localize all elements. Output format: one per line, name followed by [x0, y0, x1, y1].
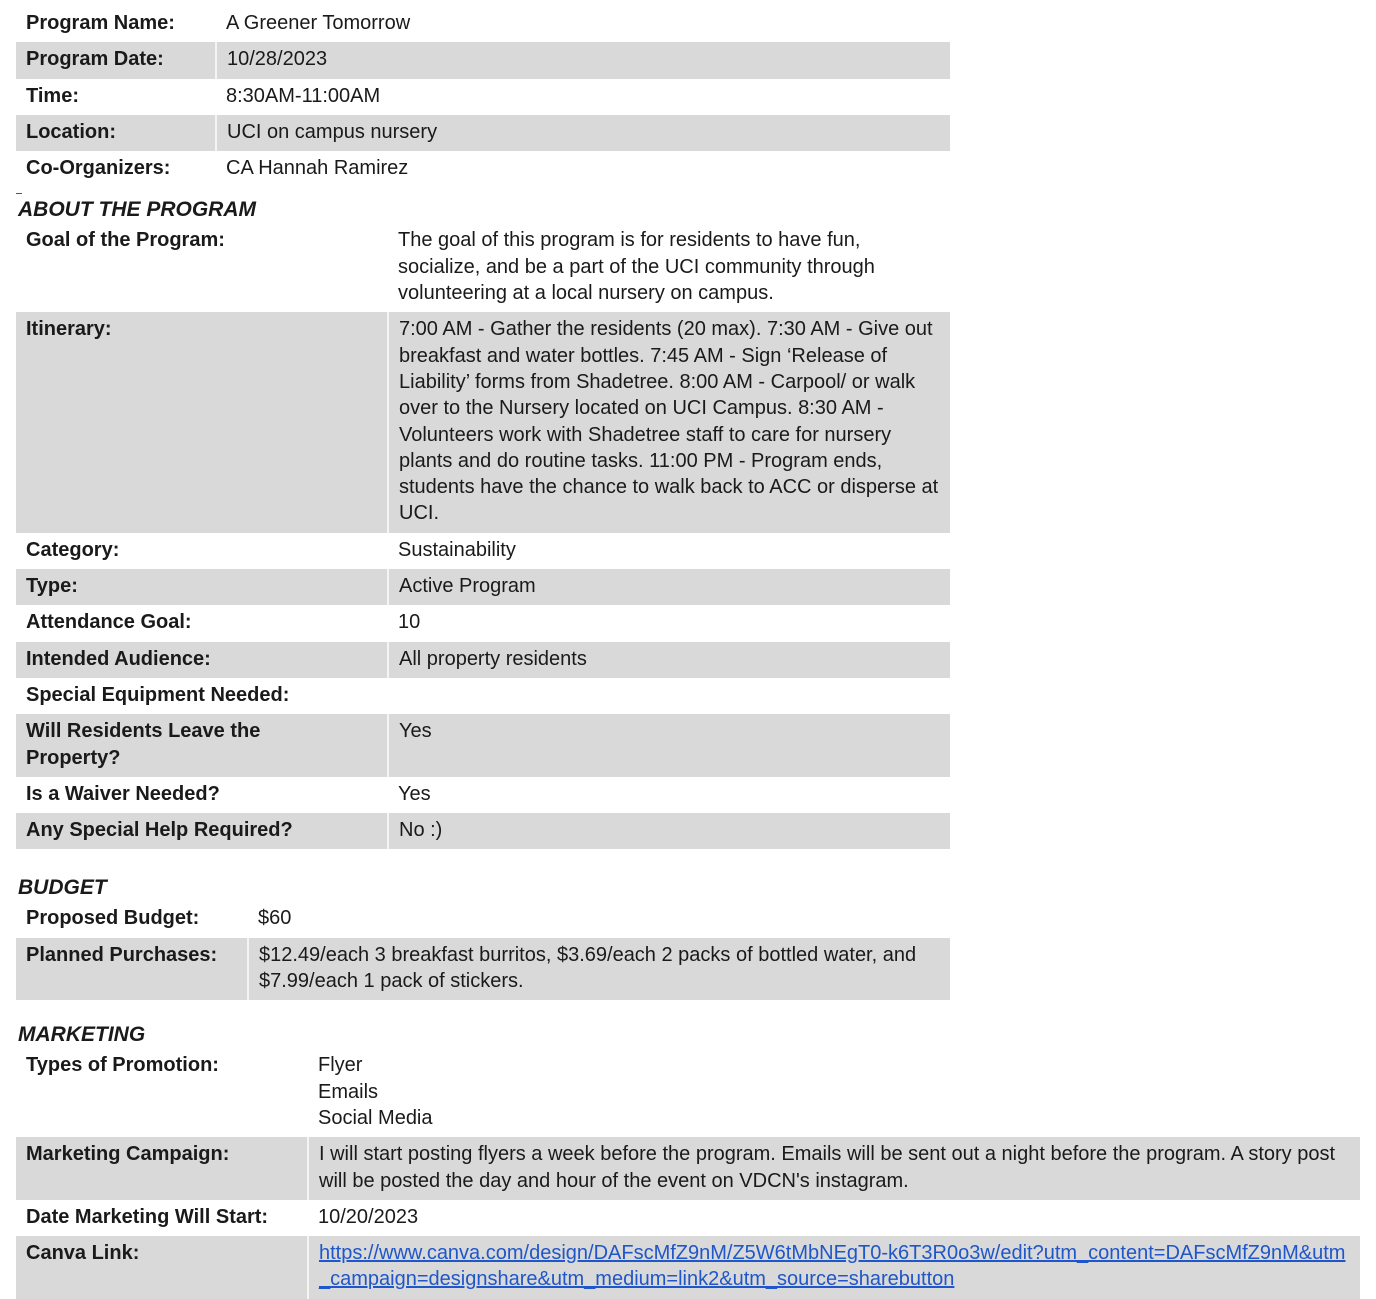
- time-label: Time:: [26, 84, 79, 107]
- row-special-help: [16, 813, 950, 849]
- itinerary-label: Itinerary:: [16, 312, 388, 532]
- row-program-name: [16, 6, 950, 42]
- program-date-label: Program Date:: [16, 42, 216, 78]
- row-attendance-goal: [16, 605, 950, 641]
- canva-link-label: Canva Link:: [16, 1236, 308, 1299]
- marketing-section-title: MARKETING: [18, 1023, 146, 1047]
- co-organizers-label: Co-Organizers:: [26, 157, 171, 180]
- row-canva-link: [16, 1236, 1360, 1299]
- special-equipment-label: Special Equipment Needed:: [26, 683, 290, 706]
- planned-purchases-value: $12.49/each 3 breakfast burritos, $3.69/each 2 packs of bottled water, and $7.99/each 1 pack of stickers.: [248, 938, 950, 1001]
- itinerary-value: 7:00 AM - Gather the residents (20 max). 7:30 AM - Give out breakfast and water bottles. 7:45 AM - Sign ‘Release of Liability’ forms from Shadetree. 8:00 AM - Carpool/ or walk over to the Nursery located on UCI Campus. 8:30 AM - Volunteers work with Shadetree staff to care for nursery plants and do routine tasks. 11:00 PM - Program ends, students have the chance to walk back to ACC or disperse at UCI.: [388, 312, 950, 532]
- promotion-types-label: Types of Promotion:: [26, 1054, 219, 1077]
- row-intended-audience: [16, 642, 950, 678]
- attendance-goal-label: Attendance Goal:: [26, 611, 192, 634]
- special-help-label: Any Special Help Required?: [16, 813, 388, 849]
- row-planned-purchases: [16, 938, 950, 1001]
- time-value: 8:30AM-11:00AM: [226, 84, 381, 107]
- row-co-organizers: [16, 151, 950, 187]
- location-value: UCI on campus nursery: [216, 115, 950, 151]
- row-promotion-types: [16, 1048, 1360, 1137]
- waiver-value: Yes: [398, 782, 431, 805]
- row-type: [16, 569, 950, 605]
- co-organizers-value: CA Hannah Ramirez: [226, 157, 409, 180]
- attendance-goal-value: 10: [398, 611, 421, 634]
- program-name-label: Program Name:: [26, 12, 175, 34]
- divider-mark: [16, 193, 22, 194]
- budget-section-title: BUDGET: [18, 876, 107, 900]
- proposed-budget-label: Proposed Budget:: [26, 907, 200, 930]
- type-value: Active Program: [388, 569, 950, 605]
- type-label: Type:: [16, 569, 388, 605]
- row-special-equipment: [16, 678, 950, 714]
- leave-property-value: Yes: [388, 714, 950, 777]
- planned-purchases-label: Planned Purchases:: [16, 938, 248, 1001]
- program-date-value: 10/28/2023: [216, 42, 950, 78]
- waiver-label: Is a Waiver Needed?: [26, 782, 220, 805]
- marketing-start-value: 10/20/2023: [318, 1205, 419, 1228]
- goal-label: Goal of the Program:: [26, 229, 225, 252]
- category-value: Sustainability: [398, 538, 516, 561]
- marketing-campaign-label: Marketing Campaign:: [16, 1137, 308, 1200]
- row-waiver: [16, 777, 950, 813]
- row-marketing-start: [16, 1200, 1360, 1236]
- canva-link[interactable]: https://www.canva.com/design/DAFscMfZ9nM/Z5W6tMbNEgT0-k6T3R0o3w/edit?utm_content=DAFscMfZ9nM&utm_campaign=designshare&utm_medium=link2&utm_source=sharebutton: [319, 1242, 1346, 1291]
- row-itinerary: [16, 312, 950, 532]
- leave-property-label: Will Residents Leave the Property?: [16, 714, 388, 777]
- goal-value: The goal of this program is for residents to have fun, socialize, and be a part of the UCI community through volunteering at a local nursery on campus.: [398, 229, 875, 305]
- row-location: [16, 115, 950, 151]
- row-goal: [16, 223, 950, 312]
- special-help-value: No :): [388, 813, 950, 849]
- marketing-campaign-value: I will start posting flyers a week before the program. Emails will be sent out a night before the program. A story post will be posted the day and hour of the event on VDCN's instagram.: [308, 1137, 1360, 1200]
- intended-audience-label: Intended Audience:: [16, 642, 388, 678]
- about-table: [16, 223, 950, 849]
- budget-table: [16, 901, 950, 1000]
- row-category: [16, 533, 950, 569]
- about-section-title: ABOUT THE PROGRAM: [18, 198, 256, 222]
- row-leave-property: [16, 714, 950, 777]
- marketing-table: [16, 1048, 1360, 1298]
- program-header-table: [16, 6, 950, 187]
- row-time: [16, 79, 950, 115]
- location-label: Location:: [16, 115, 216, 151]
- row-marketing-campaign: [16, 1137, 1360, 1200]
- special-equipment-value: [388, 678, 950, 714]
- row-program-date: [16, 42, 950, 78]
- intended-audience-value: All property residents: [388, 642, 950, 678]
- promotion-type-item: Social Media: [318, 1106, 433, 1129]
- canva-link-cell: [308, 1236, 1360, 1299]
- program-name-value: A Greener Tomorrow: [226, 12, 411, 34]
- marketing-start-label: Date Marketing Will Start:: [26, 1205, 269, 1228]
- promotion-type-item: Flyer: [318, 1054, 363, 1077]
- proposed-budget-value: $60: [258, 907, 292, 930]
- promotion-types-list: [308, 1048, 1360, 1137]
- promotion-type-item: Emails: [318, 1080, 379, 1103]
- row-proposed-budget: [16, 901, 950, 937]
- category-label: Category:: [26, 538, 120, 561]
- program-document: [16, 6, 1360, 1299]
